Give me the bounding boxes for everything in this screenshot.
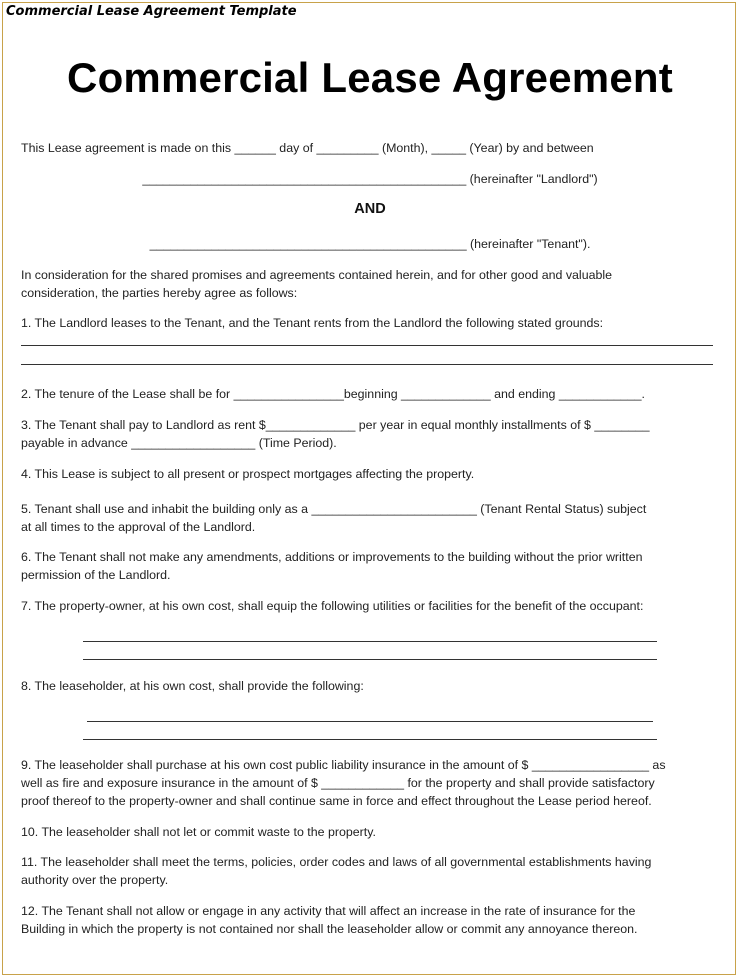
intro-line: This Lease agreement is made on this ______ day of _________ (Month), _____ (Year) by and between [21, 141, 594, 155]
clause-6-line-2: permission of the Landlord. [21, 568, 171, 582]
blank-line [87, 721, 653, 722]
and-heading: AND [354, 201, 386, 217]
template-title: Commercial Lease Agreement Template [6, 4, 297, 19]
clause-11-line-1: 11. The leaseholder shall meet the terms, policies, order codes and laws of all governmental establishments having [21, 855, 652, 869]
clause-1: 1. The Landlord leases to the Tenant, and the Tenant rents from the Landlord the following stated grounds: [21, 316, 604, 330]
clause-12-line-2: Building in which the property is not contained nor shall the leaseholder allow or commit any annoyance thereon. [21, 922, 638, 936]
clause-7: 7. The property-owner, at his own cost, shall equip the following utilities or facilities for the benefit of the occupant: [21, 599, 644, 613]
clause-3-line-2: payable in advance __________________ (Time Period). [21, 436, 337, 450]
clause-6-line-1: 6. The Tenant shall not make any amendments, additions or improvements to the building without the prior written [21, 550, 643, 564]
clause-12-line-1: 12. The Tenant shall not allow or engage in any activity that will affect an increase in the rate of insurance for the [21, 904, 636, 918]
clause-11-line-2: authority over the property. [21, 873, 169, 887]
consideration-line-1: In consideration for the shared promises and agreements contained herein, and for other good and valuable [21, 268, 613, 282]
clause-9-line-1: 9. The leaseholder shall purchase at his own cost public liability insurance in the amount of $ _________________ as [21, 758, 666, 772]
clause-10: 10. The leaseholder shall not let or commit waste to the property. [21, 825, 376, 839]
blank-line [83, 659, 657, 660]
blank-line [21, 345, 713, 346]
clause-4: 4. This Lease is subject to all present or prospect mortgages affecting the property. [21, 467, 475, 481]
clause-3-line-1: 3. The Tenant shall pay to Landlord as rent $_____________ per year in equal monthly installments of $ ________ [21, 418, 650, 432]
document-title: Commercial Lease Agreement [67, 54, 673, 101]
blank-line [83, 739, 657, 740]
landlord-line: _______________________________________________ (hereinafter "Landlord") [142, 172, 598, 186]
clause-8: 8. The leaseholder, at his own cost, shall provide the following: [21, 679, 364, 693]
clause-2: 2. The tenure of the Lease shall be for ________________beginning _____________ and ending ____________. [21, 387, 645, 401]
tenant-line: ______________________________________________ (hereinafter "Tenant"). [149, 237, 591, 251]
clause-5-line-1: 5. Tenant shall use and inhabit the building only as a ________________________ (Tenant Rental Status) subject [21, 502, 647, 516]
consideration-line-2: consideration, the parties hereby agree as follows: [21, 286, 298, 300]
clause-5-line-2: at all times to the approval of the Landlord. [21, 520, 256, 534]
blank-line [21, 364, 713, 365]
clause-9-line-2: well as fire and exposure insurance in the amount of $ ____________ for the property and shall provide satisfactory [21, 776, 655, 790]
clause-9-line-3: proof thereof to the property-owner and shall continue same in force and effect throughout the Lease period hereof. [21, 794, 652, 808]
blank-line [83, 641, 657, 642]
